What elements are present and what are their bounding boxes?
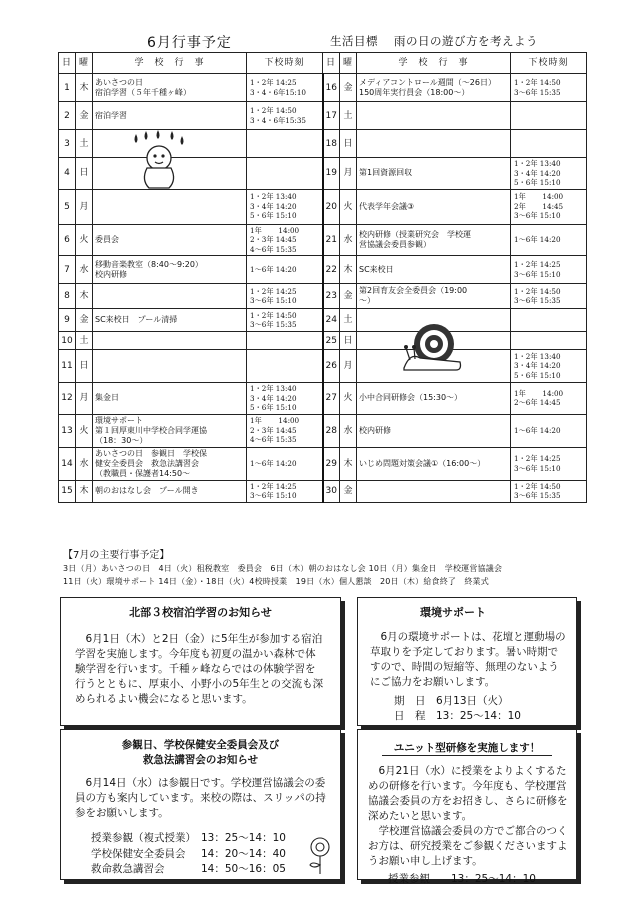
dismissal-line: 1・2年 14:50 xyxy=(514,481,561,491)
event-line: 集金日 xyxy=(95,393,119,403)
notice-body: 6月の環境サポートは、花壇と運動場の草取りを予定しております。暑い時期ですので、時間の短縮等、無理のないようにご協力をお願いします。 xyxy=(370,631,566,688)
event-line: 宿泊学習 xyxy=(95,110,127,120)
dismissal-cell xyxy=(511,383,587,415)
event-cell xyxy=(357,480,511,502)
weekday-cell: 火 xyxy=(340,189,357,224)
calendar-row xyxy=(59,414,587,447)
weekday-cell: 金 xyxy=(340,284,357,309)
monthly-goal xyxy=(330,33,554,49)
dismissal-line: 3～6年 15:10 xyxy=(250,296,297,305)
event-line: ～） xyxy=(359,296,375,305)
weekday-cell: 火 xyxy=(76,414,93,447)
dismissal-cell xyxy=(247,309,323,332)
weekday-cell: 月 xyxy=(340,158,357,190)
notice-title: 環境サポート xyxy=(420,606,486,619)
event-cell xyxy=(93,284,247,309)
event-line: （18：30～） xyxy=(95,435,148,445)
event-line: いじめ問題対策会議①（16:00～） xyxy=(359,458,486,468)
dismissal-line: 4～6年 15:35 xyxy=(250,435,297,445)
calendar-header xyxy=(59,53,587,74)
weekday-cell: 木 xyxy=(340,447,357,480)
dismissal-line: 3～6年 15:10 xyxy=(514,269,561,279)
dismissal-cell xyxy=(511,414,587,447)
event-line: 宿泊学習（５年千種ヶ峰） xyxy=(95,87,191,97)
dismissal-cell xyxy=(511,158,587,190)
dismissal-line: 1・2年 14:25 xyxy=(250,286,297,296)
dismissal-line: 5・6年 15:10 xyxy=(250,211,297,221)
event-cell xyxy=(357,256,511,284)
event-cell xyxy=(357,284,511,309)
hdr-day: 日 xyxy=(323,53,340,74)
weekday-cell: 日 xyxy=(76,158,93,190)
day-cell: 29 xyxy=(323,447,340,480)
day-cell: 15 xyxy=(59,480,76,502)
event-line: 150周年実行員会（18:00～） xyxy=(359,87,470,97)
dismissal-line: 1・2年 13:40 xyxy=(250,192,297,202)
weekday-cell: 月 xyxy=(76,383,93,415)
day-cell: 7 xyxy=(59,256,76,284)
calendar-row xyxy=(59,383,587,415)
dismissal-cell xyxy=(247,102,323,130)
day-cell: 1 xyxy=(59,74,76,102)
notice-environment-support xyxy=(357,597,577,726)
weekday-cell: 日 xyxy=(76,350,93,383)
event-cell xyxy=(357,158,511,190)
weekday-cell: 水 xyxy=(340,414,357,447)
day-cell: 25 xyxy=(323,332,340,350)
calendar-row xyxy=(59,480,587,502)
dismissal-line: 5・6年 15:10 xyxy=(514,370,561,380)
calendar-row xyxy=(59,189,587,224)
schedule-item: 救命救急講習会 14：50～16：05 xyxy=(91,863,286,875)
event-cell xyxy=(93,332,247,350)
dismissal-cell xyxy=(247,158,323,190)
dismissal-line: 1・2年 14:50 xyxy=(514,286,561,296)
event-cell xyxy=(357,102,511,130)
july-heading: 【7月の主要行事予定】 xyxy=(63,550,170,561)
dismissal-cell xyxy=(511,447,587,480)
event-cell xyxy=(357,447,511,480)
event-line: メディアコントロール週間（～26日） xyxy=(359,77,496,87)
event-line: SC来校日 xyxy=(359,264,394,274)
dismissal-cell xyxy=(511,189,587,224)
dismissal-cell xyxy=(247,224,323,256)
dismissal-line: 3・4年 14:20 xyxy=(514,361,561,371)
dismissal-line: 4～6年 15:35 xyxy=(250,244,297,254)
dismissal-line: 3・4・6年15:10 xyxy=(250,87,306,97)
event-cell xyxy=(93,309,247,332)
day-cell: 27 xyxy=(323,383,340,415)
notice-body: 6月14日（水）は参観日です。学校運営協議会の委員の方も案内しています。来校の際は、スリッパの持参をお願いします。 xyxy=(75,777,326,819)
dismissal-line: 5・6年 15:10 xyxy=(250,403,297,412)
dismissal-line: 1・2年 14:25 xyxy=(250,78,297,87)
goal-text: 雨の日の遊び方を考えよう xyxy=(394,34,538,48)
notice-open-class xyxy=(60,729,341,880)
dismissal-cell xyxy=(511,256,587,284)
dismissal-line: 1年 14:00 xyxy=(514,192,564,202)
weekday-cell: 火 xyxy=(340,383,357,415)
weekday-cell: 土 xyxy=(76,332,93,350)
dismissal-line: 3・4年 14:20 xyxy=(250,201,297,211)
dismissal-line: 1・2年 13:40 xyxy=(514,351,561,361)
event-line: （教職員・保護者14:50～ xyxy=(95,468,191,478)
dismissal-line: 3～6年 15:35 xyxy=(514,491,561,500)
weekday-cell: 金 xyxy=(340,480,357,502)
dismissal-cell xyxy=(247,447,323,480)
dismissal-line: 3・4年 14:20 xyxy=(514,168,561,178)
event-line: あいさつの日 参観日 学校保 xyxy=(95,448,207,458)
weekday-cell: 木 xyxy=(76,480,93,502)
july-line-1: 3日（月）あいさつの日 4日（火）租税教室 委員会 6日（木）朝のおはなし会 10日（月）集金日 学校運営協議会 xyxy=(63,564,503,573)
day-cell: 4 xyxy=(59,158,76,190)
weekday-cell: 日 xyxy=(340,130,357,158)
notice-date: 期 日 6月13日（火） xyxy=(394,695,509,707)
dismissal-cell xyxy=(247,189,323,224)
day-cell: 19 xyxy=(323,158,340,190)
event-cell xyxy=(357,74,511,102)
hdr-dismissal: 下校時刻 xyxy=(511,53,587,74)
snail-illustration xyxy=(400,318,464,374)
teru-teru-bozu-illustration xyxy=(128,128,190,192)
event-line: 委員会 xyxy=(95,234,119,244)
hdr-weekday: 曜 xyxy=(340,53,357,74)
day-cell: 20 xyxy=(323,189,340,224)
dismissal-line: 3～6年 15:35 xyxy=(514,296,561,305)
day-cell: 30 xyxy=(323,480,340,502)
event-line: SC来校日 プール清掃 xyxy=(95,315,178,324)
hdr-weekday: 曜 xyxy=(76,53,93,74)
weekday-cell: 金 xyxy=(340,74,357,102)
event-cell xyxy=(93,480,247,502)
day-cell: 18 xyxy=(323,130,340,158)
day-cell: 21 xyxy=(323,224,340,256)
calendar-row xyxy=(59,332,587,350)
dismissal-line: 1・2年 14:50 xyxy=(514,78,561,87)
dismissal-line: 1・2年 14:50 xyxy=(250,106,297,115)
day-cell: 13 xyxy=(59,414,76,447)
notice-title-2: 救急法講習会のお知らせ xyxy=(142,754,259,766)
hdr-events: 学 校 行 事 xyxy=(357,53,511,74)
dismissal-line: 1・2年 14:25 xyxy=(514,454,561,463)
calendar-row xyxy=(59,256,587,284)
weekday-cell: 木 xyxy=(76,284,93,309)
dismissal-line: 1・2年 13:40 xyxy=(250,384,297,393)
notice-item: 授業参観 13：25～14：10 xyxy=(388,873,536,885)
dismissal-line: 3～6年 15:10 xyxy=(250,491,297,500)
event-cell xyxy=(93,74,247,102)
weekday-cell: 土 xyxy=(76,130,93,158)
day-cell: 16 xyxy=(323,74,340,102)
dismissal-line: 2・3年 14:45 xyxy=(250,235,297,244)
event-cell xyxy=(357,189,511,224)
dismissal-line: 1・2年 13:40 xyxy=(514,159,561,168)
event-line: 健安全委員会 救急法講習会 xyxy=(95,458,199,468)
event-cell xyxy=(93,256,247,284)
dismissal-cell xyxy=(511,480,587,502)
july-line-2: 11日（火）環境サポート 14日（金）・18日（火）4校時授業 19日（水）個人懇談 20日（木）給食終了 終業式 xyxy=(63,577,489,586)
notice-body-1: 6月21日（水）に授業をよりよくするための研修を行います。今年度も、学校運営協議会委員の方をお招きし、さらに研修を深めたいと思います。 xyxy=(368,765,568,822)
dismissal-line: 2・3年 14:45 xyxy=(250,425,297,435)
event-line: 小中合同研修会（15:30～） xyxy=(359,393,463,403)
day-cell: 11 xyxy=(59,350,76,383)
notice-body: 6月1日（木）と2日（金）に5年生が参加する宿泊学習を実施します。今年度も初夏の温かい森林で体験学習を行います。千種ヶ峰ならではの体験学習を行うとともに、厚東小、小野小の5年生との交流も深められるよい機会になると思います。 xyxy=(75,633,324,705)
event-cell xyxy=(93,102,247,130)
dismissal-line: 1～6年 14:20 xyxy=(250,264,297,274)
weekday-cell: 水 xyxy=(76,447,93,480)
dismissal-cell xyxy=(247,350,323,383)
dismissal-line: 1年 14:00 xyxy=(250,225,300,235)
dismissal-cell xyxy=(247,383,323,415)
event-line: 移動音楽教室（8:40～9:20） xyxy=(95,259,203,269)
day-cell: 22 xyxy=(323,256,340,284)
dismissal-line: 1～6年 14:20 xyxy=(514,235,561,244)
dismissal-cell xyxy=(511,224,587,256)
notice-title: 北部３校宿泊学習のお知らせ xyxy=(129,606,272,619)
schedule-item: 授業参観（複式授業） 13：25～14：10 xyxy=(91,832,286,844)
goal-label: 生活目標 xyxy=(330,34,378,48)
dismissal-line: 1～6年 14:20 xyxy=(250,458,297,468)
dismissal-line: 3～6年 15:10 xyxy=(514,463,561,473)
event-line: 営協議会委員参観） xyxy=(359,239,431,249)
dismissal-cell xyxy=(511,74,587,102)
dismissal-cell xyxy=(511,350,587,383)
sunflower-illustration xyxy=(306,835,334,875)
weekday-cell: 土 xyxy=(340,102,357,130)
event-line: 校内研修 xyxy=(359,425,391,435)
dismissal-line: 1年 14:00 xyxy=(250,416,300,426)
dismissal-cell xyxy=(511,130,587,158)
hdr-events: 学 校 行 事 xyxy=(93,53,247,74)
event-calendar xyxy=(58,52,587,503)
dismissal-cell xyxy=(247,332,323,350)
hdr-day: 日 xyxy=(59,53,76,74)
weekday-cell: 金 xyxy=(76,309,93,332)
event-cell xyxy=(357,130,511,158)
dismissal-line: 1年 14:00 xyxy=(514,388,564,398)
page-title: 6月行事予定 xyxy=(147,35,232,51)
dismissal-cell xyxy=(511,102,587,130)
weekday-cell: 金 xyxy=(76,102,93,130)
day-cell: 6 xyxy=(59,224,76,256)
event-cell xyxy=(93,350,247,383)
calendar-row xyxy=(59,74,587,102)
weekday-cell: 日 xyxy=(340,332,357,350)
event-cell xyxy=(357,414,511,447)
dismissal-line: 1～6年 14:20 xyxy=(514,425,561,435)
event-cell xyxy=(93,414,247,447)
calendar-row xyxy=(59,309,587,332)
weekday-cell: 木 xyxy=(340,256,357,284)
dismissal-cell xyxy=(247,130,323,158)
dismissal-cell xyxy=(511,309,587,332)
day-cell: 5 xyxy=(59,189,76,224)
dismissal-cell xyxy=(247,480,323,502)
weekday-cell: 火 xyxy=(76,224,93,256)
event-line: 朝のおはなし会 プール開き xyxy=(95,486,199,495)
day-cell: 9 xyxy=(59,309,76,332)
day-cell: 26 xyxy=(323,350,340,383)
event-line: 第1回資源回収 xyxy=(359,168,413,178)
event-line: 校内研修（授業研究会 学校運 xyxy=(359,229,471,239)
schedule-list xyxy=(61,831,340,878)
dismissal-line: 1・2年 14:50 xyxy=(250,310,297,320)
notice-title-1: 参観日、学校保健安全委員会及び xyxy=(121,739,280,751)
notice-title: ユニット型研修を実施します！ xyxy=(358,736,576,756)
notice-body-2: 学校運営協議会委員の方でご都合のつくお方は、研究授業をご参観くださいますようお願い申し上げます。 xyxy=(368,825,568,867)
event-cell xyxy=(93,383,247,415)
schedule-item: 学校保健安全委員会 14：20～14：40 xyxy=(91,847,286,860)
day-cell: 14 xyxy=(59,447,76,480)
notice-time: 日 程 13：25～14：10 xyxy=(394,710,521,722)
dismissal-line: 3～6年 15:35 xyxy=(514,87,561,97)
dismissal-line: 1・2年 14:25 xyxy=(250,481,297,491)
dismissal-cell xyxy=(247,414,323,447)
weekday-cell: 水 xyxy=(76,256,93,284)
day-cell: 2 xyxy=(59,102,76,130)
dismissal-cell xyxy=(511,332,587,350)
day-cell: 3 xyxy=(59,130,76,158)
day-cell: 12 xyxy=(59,383,76,415)
event-line: 第2回育友会全委員会（19:00 xyxy=(359,286,468,295)
calendar-row xyxy=(59,102,587,130)
day-cell: 23 xyxy=(323,284,340,309)
dismissal-line: 5・6年 15:10 xyxy=(514,178,561,187)
day-cell: 17 xyxy=(323,102,340,130)
dismissal-line: 1・2年 14:25 xyxy=(514,260,561,269)
day-cell: 28 xyxy=(323,414,340,447)
event-cell xyxy=(357,224,511,256)
dismissal-cell xyxy=(247,256,323,284)
dismissal-line: 3・4・6年15:35 xyxy=(250,115,306,125)
weekday-cell: 月 xyxy=(340,350,357,383)
event-line: 第１回厚東川中学校合同学運協 xyxy=(95,425,207,435)
weekday-cell: 土 xyxy=(340,309,357,332)
weekday-cell: 月 xyxy=(76,189,93,224)
calendar-row xyxy=(59,447,587,480)
dismissal-cell xyxy=(247,74,323,102)
dismissal-cell xyxy=(511,284,587,309)
calendar-row xyxy=(59,350,587,383)
dismissal-line: 3・4年 14:20 xyxy=(250,393,297,403)
event-cell xyxy=(93,224,247,256)
dismissal-line: 3～6年 15:10 xyxy=(514,211,561,221)
event-cell xyxy=(93,189,247,224)
event-line: 代表学年会議③ xyxy=(359,201,415,211)
weekday-cell: 木 xyxy=(76,74,93,102)
event-line: 校内研修 xyxy=(95,269,127,279)
event-cell xyxy=(93,447,247,480)
dismissal-cell xyxy=(247,284,323,309)
dismissal-line: 2～6年 14:45 xyxy=(514,398,561,408)
calendar-row xyxy=(59,224,587,256)
event-line: 環境サポート xyxy=(95,415,143,425)
day-cell: 24 xyxy=(323,309,340,332)
day-cell: 10 xyxy=(59,332,76,350)
weekday-cell: 水 xyxy=(340,224,357,256)
notice-unit-training xyxy=(357,729,577,885)
day-cell: 8 xyxy=(59,284,76,309)
hdr-dismissal: 下校時刻 xyxy=(247,53,323,74)
dismissal-line: 2年 14:45 xyxy=(514,201,564,211)
event-line: あいさつの日 xyxy=(95,77,143,87)
dismissal-line: 3～6年 15:35 xyxy=(250,320,297,329)
event-cell xyxy=(357,383,511,415)
notice-overnight-study xyxy=(60,597,341,726)
calendar-row xyxy=(59,284,587,309)
